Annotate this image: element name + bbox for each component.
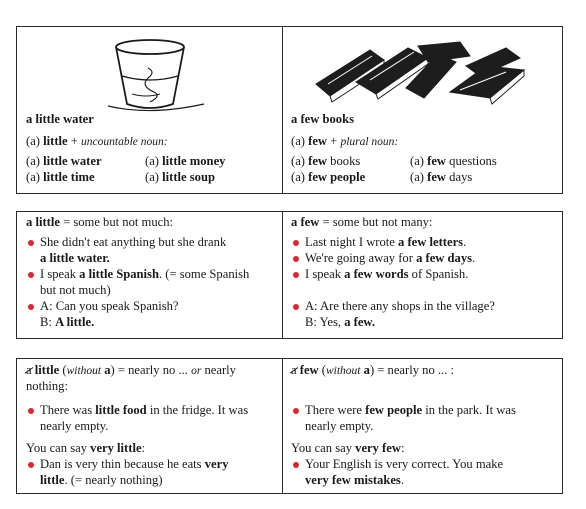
panel-3-divider: [282, 358, 283, 494]
dialogue-question: A: Can you speak Spanish?: [40, 299, 179, 313]
struck-article-a: a: [291, 363, 297, 377]
example-english-line-2: very few mistakes.: [305, 473, 404, 487]
example-dan-line-2: little. (= nearly nothing): [40, 473, 163, 487]
definition-a-few: a few = some but not many:: [291, 215, 433, 229]
definition-little-without-a: a little (without a) = nearly no ... or nearly: [26, 363, 236, 377]
bullet-icon: [28, 240, 34, 246]
example-few-people-park-line-2: nearly empty.: [305, 419, 374, 433]
example-few-people-park-line-1: There were few people in the park. It was: [305, 403, 516, 417]
example-little-time: (a) little time: [26, 170, 95, 184]
note-very-few: You can say very few:: [291, 441, 405, 455]
example-dan-line-1: Dan is very thin because he eats very: [40, 457, 229, 471]
example-few-words: I speak a few words of Spanish.: [305, 267, 469, 281]
dialogue-question-shops: A: Are there any shops in the village?: [305, 299, 495, 313]
example-drank-line-1: She didn't eat anything but she drank: [40, 235, 227, 249]
example-few-days-away: We're going away for a few days.: [305, 251, 476, 265]
example-speak-spanish-line-1: I speak a little Spanish. (= some Spanish: [40, 267, 250, 281]
bullet-icon: [28, 408, 34, 414]
note-very-little: You can say very little:: [26, 441, 146, 455]
example-little-money: (a) little money: [145, 154, 226, 168]
bullet-icon: [293, 462, 299, 468]
example-english-line-1: Your English is very correct. You make: [305, 457, 504, 471]
definition-few-without-a: a few (without a) = nearly no ... :: [291, 363, 454, 377]
bullet-icon: [293, 272, 299, 278]
example-little-soup: (a) little soup: [145, 170, 215, 184]
example-few-letters: Last night I wrote a few letters.: [305, 235, 467, 249]
definition-a-little: a little = some but not much:: [26, 215, 174, 229]
dialogue-answer: B: A little.: [40, 315, 95, 329]
rule-few-plural: (a) few + plural noun:: [291, 134, 399, 148]
dialogue-answer-few: B: Yes, a few.: [305, 315, 375, 329]
bullet-icon: [293, 240, 299, 246]
panel-2-divider: [282, 211, 283, 339]
caption-a-few-books: a few books: [291, 112, 354, 126]
example-drank-line-2: a little water.: [40, 251, 110, 265]
example-few-people: (a) few people: [291, 170, 366, 184]
rule-little-uncountable: (a) little + uncountable noun:: [26, 134, 168, 148]
glass-of-water-illustration: [100, 38, 210, 114]
example-little-food-line-2: nearly empty.: [40, 419, 109, 433]
panel-1-divider: [282, 26, 283, 194]
example-speak-spanish-line-2: but not much): [40, 283, 111, 297]
example-few-days: (a) few days: [410, 170, 473, 184]
example-few-books: (a) few books: [291, 154, 361, 168]
bullet-icon: [28, 462, 34, 468]
caption-a-little-water: a little water: [26, 112, 94, 126]
bullet-icon: [293, 304, 299, 310]
bullet-icon: [28, 272, 34, 278]
bullet-icon: [28, 304, 34, 310]
struck-article-a: a: [26, 363, 32, 377]
bullet-icon: [293, 408, 299, 414]
definition-little-without-a-line-2: nothing:: [26, 379, 68, 393]
stack-of-books-illustration: [310, 36, 535, 110]
bullet-icon: [293, 256, 299, 262]
example-little-food-line-1: There was little food in the fridge. It was: [40, 403, 249, 417]
example-few-questions: (a) few questions: [410, 154, 497, 168]
example-little-water: (a) little water: [26, 154, 102, 168]
